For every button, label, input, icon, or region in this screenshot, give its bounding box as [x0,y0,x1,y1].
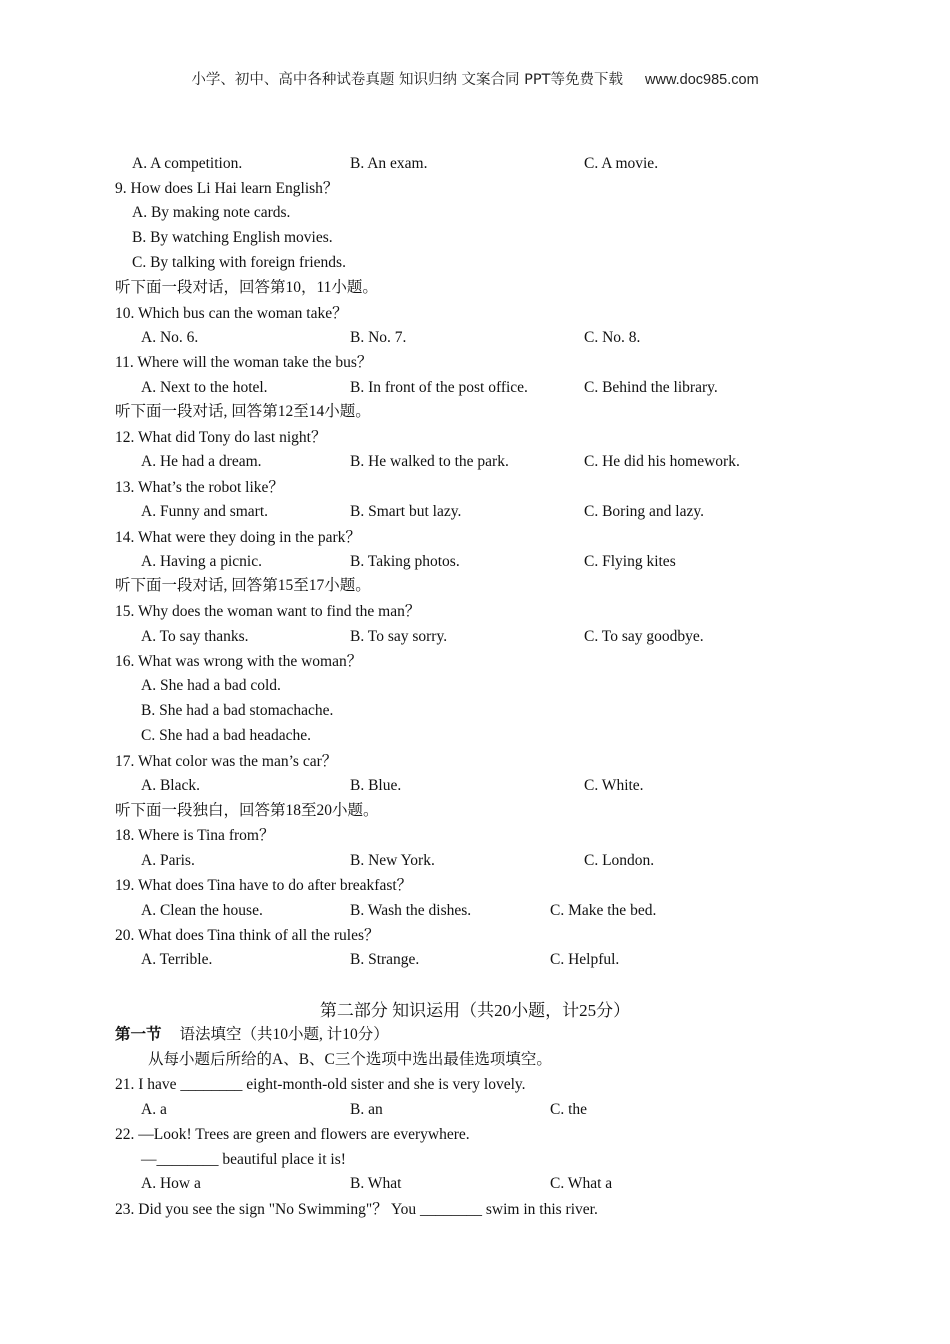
q23-question: 23. Did you see the sign "No Swimming"？ You ________ swim in this river. [115,1201,598,1218]
q20-option-c: C. Helpful. [550,951,620,968]
q13-question: 13. What’s the robot like？ [115,479,284,496]
q11-option-c: C. Behind the library. [584,379,718,396]
q19-option-a: A. Clean the house. [141,902,263,919]
q17-option-a: A. Black. [141,777,200,794]
q19-question: 19. What does Tina have to do after breakfast？ [115,877,413,894]
q13-option-a: A. Funny and smart. [141,503,269,520]
q19-option-c: C. Make the bed. [550,902,657,919]
q20-option-b: B. Strange. [350,951,420,968]
q15-option-b: B. To say sorry. [350,628,448,645]
q13-option-b: B. Smart but lazy. [350,503,462,520]
q13-option-c: C. Boring and lazy. [584,503,704,520]
q8-option-c: C. A movie. [584,155,659,172]
instruction-10-11: 听下面一段对话，回答第10，11小题。 [115,279,378,296]
q15-question: 15. Why does the woman want to find the man？ [115,603,421,620]
q12-option-b: B. He walked to the park. [350,453,509,470]
q14-question: 14. What were they doing in the park？ [115,529,361,546]
q20-question: 20. What does Tina think of all the rules？ [115,927,380,944]
q17-question: 17. What color was the man’s car？ [115,753,338,770]
q16-question: 16. What was wrong with the woman？ [115,653,363,670]
q21-option-b: B. an [350,1101,383,1118]
section1-heading [115,1025,389,1045]
q22-option-a: A. How a [141,1175,201,1192]
q22-line1: 22. —Look! Trees are green and flowers are everywhere. [115,1126,470,1143]
header-url: www.doc985.com [645,72,759,88]
q21-option-c: C. the [550,1101,588,1118]
q12-option-c: C. He did his homework. [584,453,740,470]
header-text: 小学、初中、高中各种试卷真题 知识归纳 文案合同 PPT等免费下载 [191,72,624,88]
q16-option-b: B. She had a bad stomachache. [141,702,334,719]
q9-option-a: A. By making note cards. [132,204,291,221]
q18-question: 18. Where is Tina from？ [115,827,275,844]
instruction-12-14: 听下面一段对话, 回答第12至14小题。 [115,403,371,420]
q19-option-b: B. Wash the dishes. [350,902,472,919]
instruction-15-17: 听下面一段对话, 回答第15至17小题。 [115,577,371,594]
page-header [0,68,950,89]
q18-option-c: C. London. [584,852,655,869]
q15-option-c: C. To say goodbye. [584,628,704,645]
q8-option-b: B. An exam. [350,155,428,172]
section1-title: 语法填空（共10小题, 计10分） [179,1026,389,1043]
q16-option-c: C. She had a bad headache. [141,727,312,744]
q22-option-c: C. What a [550,1175,613,1192]
q11-option-b: B. In front of the post office. [350,379,528,396]
q8-option-a: A. A competition. [132,155,243,172]
q9-question: 9. How does Li Hai learn English？ [115,180,339,197]
q20-option-a: A. Terrible. [141,951,213,968]
q21-question: 21. I have ________ eight-month-old sister and she is very lovely. [115,1076,526,1093]
q10-option-b: B. No. 7. [350,329,407,346]
q16-option-a: A. She had a bad cold. [141,677,281,694]
part2-title: 第二部分 知识运用（共20小题，计25分） [319,1001,631,1020]
section1-label: 第一节 [115,1026,162,1043]
q11-option-a: A. Next to the hotel. [141,379,268,396]
q10-option-a: A. No. 6. [141,329,199,346]
section1-instruction: 从每小题后所给的A、B、C三个选项中选出最佳选项填空。 [148,1051,552,1068]
q22-line2: —________ beautiful place it is! [141,1151,346,1168]
q15-option-a: A. To say thanks. [141,628,249,645]
q10-question: 10. Which bus can the woman take？ [115,305,348,322]
q12-question: 12. What did Tony do last night？ [115,429,327,446]
q14-option-a: A. Having a picnic. [141,553,262,570]
q14-option-c: C. Flying kites [584,553,676,570]
q22-option-b: B. What [350,1175,402,1192]
q18-option-b: B. New York. [350,852,435,869]
q21-option-a: A. a [141,1101,167,1118]
q17-option-c: C. White. [584,777,644,794]
q18-option-a: A. Paris. [141,852,195,869]
q10-option-c: C. No. 8. [584,329,641,346]
q17-option-b: B. Blue. [350,777,402,794]
q9-option-b: B. By watching English movies. [132,229,333,246]
q11-question: 11. Where will the woman take the bus？ [115,354,373,371]
q9-option-c: C. By talking with foreign friends. [132,254,346,271]
instruction-18-20: 听下面一段独白，回答第18至20小题。 [115,802,379,819]
q14-option-b: B. Taking photos. [350,553,460,570]
q12-option-a: A. He had a dream. [141,453,262,470]
